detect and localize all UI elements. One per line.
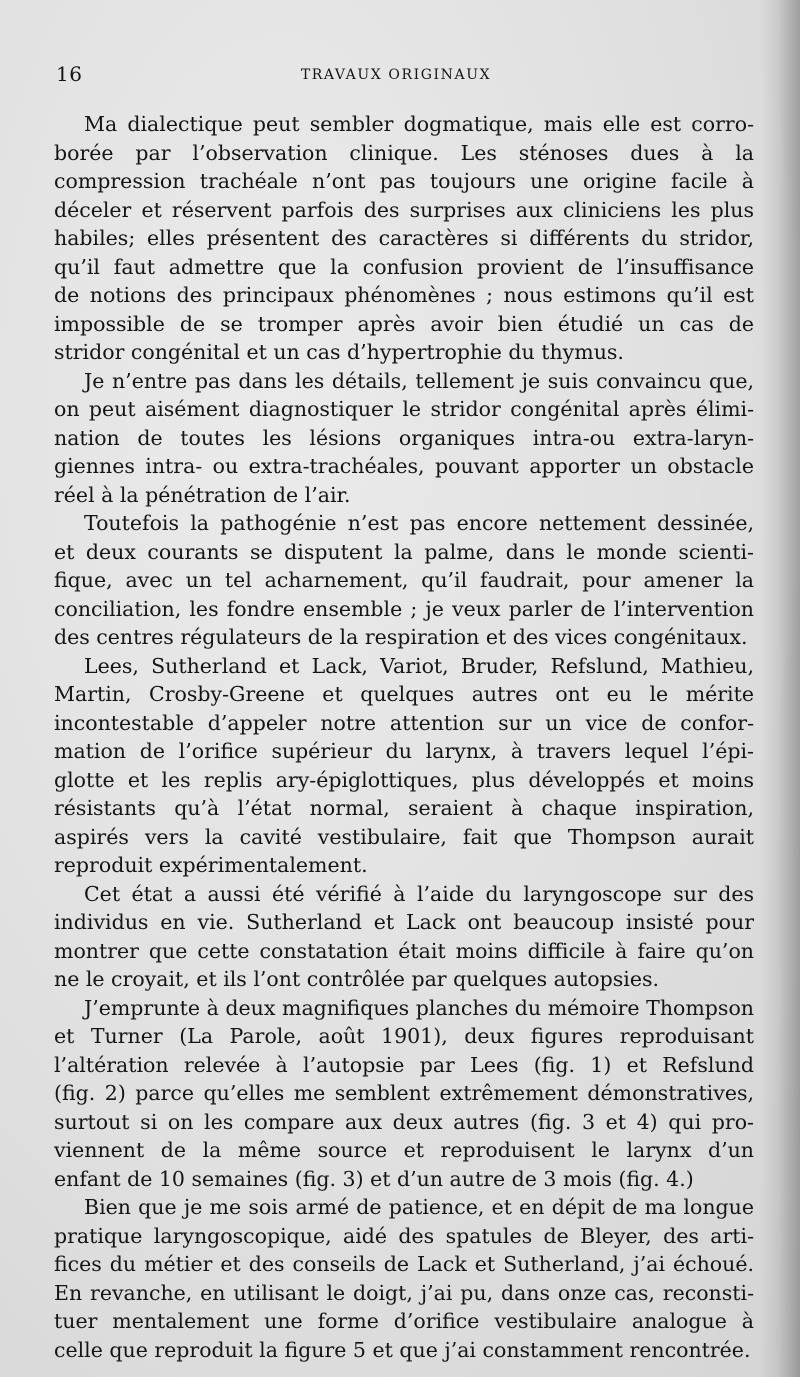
text-line: et Turner (La Parole, août 1901), deux figures reproduisant [54, 1024, 754, 1048]
text-line: déceler et réservent parfois des surprises aux cliniciens les plus [54, 197, 754, 222]
text-line: individus en vie. Sutherland et Lack ont beaucoup insisté pour [54, 910, 754, 934]
text-line: enfant de 10 semaines (fig. 3) et d’un autre de 3 mois (fig. 4.) [54, 1166, 694, 1191]
text-line: nation de toutes les lésions organiques intra-ou extra-laryn- [54, 425, 754, 450]
page-header [46, 62, 746, 92]
text-line: surtout si on les compare aux deux autres (fig. 3 et 4) qui pro- [54, 1109, 754, 1134]
text-line: incontestable d’appeler notre attention sur un vice de confor- [54, 710, 754, 735]
text-line: réel à la pénétration de l’air. [54, 482, 351, 507]
page-number: 16 [56, 62, 83, 86]
text-line: Ma dialectique peut sembler dogmatique, mais elle est corro- [84, 112, 754, 136]
text-line: fices du métier et des conseils de Lack et Sutherland, j’ai échoué. [54, 1252, 754, 1276]
body-text [54, 110, 754, 1364]
text-line: viennent de la même source et reproduisent le larynx d’un [54, 1138, 754, 1162]
text-line: glotte et les replis ary-épiglottiques, plus développés et moins [54, 767, 754, 792]
text-line: giennes intra- ou extra-trachéales, pouvant apporter un obstacle [54, 454, 754, 478]
text-line: qu’il faut admettre que la confusion provient de l’insuffisance [54, 254, 754, 279]
text-line: compression trachéale n’ont pas toujours une origine facile à [54, 169, 754, 193]
text-line: Je n’entre pas dans les détails, tellement je suis convaincu que, [84, 368, 754, 393]
text-line: J’emprunte à deux magnifiques planches du mémoire Thompson [84, 995, 754, 1020]
text-line: stridor congénital et un cas d’hypertrophie du thymus. [54, 340, 624, 364]
text-line: impossible de se tromper après avoir bien étudié un cas de [54, 311, 754, 336]
page-edge-shadow [760, 0, 800, 1377]
text-line: résistants qu’à l’état normal, seraient à chaque inspiration, [54, 796, 754, 820]
text-line: et deux courants se disputent la palme, dans le monde scienti- [54, 539, 754, 564]
text-line: l’altération relevée à l’autopsie par Lees (fig. 1) et Refslund [54, 1052, 754, 1077]
text-line: Martin, Crosby-Greene et quelques autres ont eu le mérite [54, 682, 754, 706]
text-line: Toutefois la pathogénie n’est pas encore nettement dessinée, [84, 511, 754, 535]
text-line: conciliation, les fondre ensemble ; je veux parler de l’intervention [54, 596, 754, 621]
text-line: on peut aisément diagnostiquer le stridor congénital après élimi- [54, 397, 754, 421]
text-line: Bien que je me sois armé de patience, et en dépit de ma longue [84, 1195, 754, 1219]
text-line: En revanche, en utilisant le doigt, j’ai pu, dans onze cas, reconsti- [54, 1280, 754, 1305]
text-line: de notions des principaux phénomènes ; nous estimons qu’il est [54, 283, 754, 307]
text-line: (fig. 2) parce qu’elles me semblent extrêmement démonstratives, [54, 1081, 754, 1105]
text-line: pratique laryngoscopique, aidé des spatules de Bleyer, des arti- [54, 1223, 754, 1248]
text-line: reproduit expérimentalement. [54, 853, 368, 877]
text-line: Cet état a aussi été vérifié à l’aide du laryngoscope sur des [84, 881, 754, 906]
text-line: montrer que cette constatation était moins difficile à faire qu’on [54, 938, 754, 963]
text-line: ne le croyait, et ils l’ont contrôlée par quelques autopsies. [54, 967, 660, 991]
text-line: celle que reproduit la figure 5 et que j’ai constamment rencontrée. [54, 1337, 751, 1362]
text-line: des centres régulateurs de la respiration et des vices congénitaux. [54, 625, 748, 649]
text-line: mation de l’orifice supérieur du larynx, à travers lequel l’épi- [54, 739, 754, 763]
text-line: habiles; elles présentent des caractères si différents du stridor, [54, 226, 754, 250]
text-line: borée par l’observation clinique. Les sténoses dues à la [54, 140, 754, 165]
text-line: Lees, Sutherland et Lack, Variot, Bruder, Refslund, Mathieu, [84, 653, 754, 678]
text-line: fique, avec un tel acharnement, qu’il faudrait, pour amener la [54, 568, 754, 592]
text-line: aspirés vers la cavité vestibulaire, fait que Thompson aurait [54, 824, 754, 849]
text-line: tuer mentalement une forme d’orifice vestibulaire analogue à [54, 1309, 754, 1333]
running-title: TRAVAUX ORIGINAUX [300, 67, 492, 83]
